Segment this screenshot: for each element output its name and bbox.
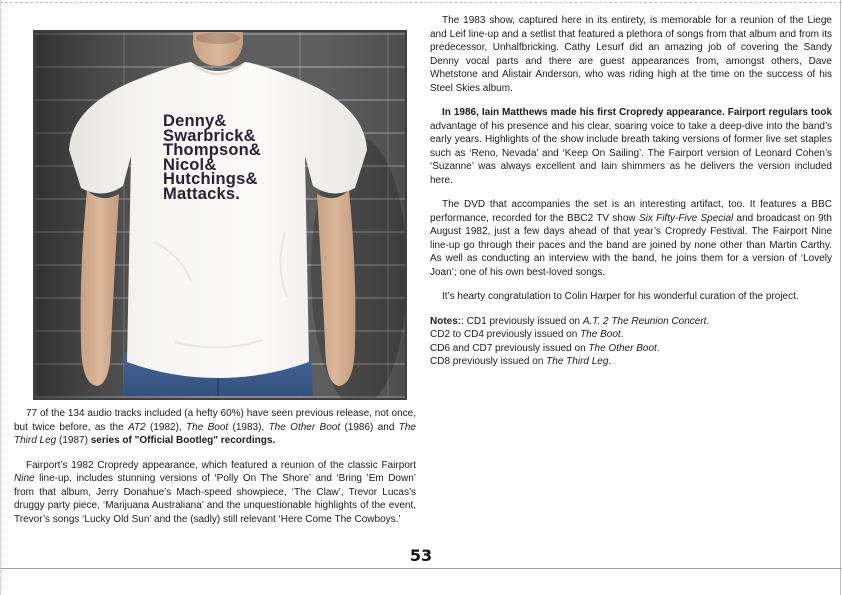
paragraph-1986-iain-matthews: In 1986, Iain Matthews made his first Cropredy appearance. Fairport regulars took advantage of his presence and his clear, soaring voice to take a deep-dive into the band’s early years. Highlights of the show include breath taking versions of former live set staples such as ‘Reno, Nevada’ and ‘Keep On Sailing’. The Fairport version of Leonard Cohen’s ‘Suzanne’ was always excellent and Iain shimmers as he delivers the version included here.	[430, 107, 832, 186]
tshirt-print-line: Swarbrick&	[163, 126, 256, 145]
note-line-cd8: CD8 previously issued on The Third Leg.	[430, 356, 612, 367]
tshirt-print-line: Mattacks.	[163, 184, 241, 203]
left-edge-line	[0, 0, 1, 595]
notes-block	[430, 315, 832, 369]
paragraph-1983-show: The 1983 show, captured here in its entirety, is memorable for a reunion of the Liege and Leif line-up and a setlist that featured a plethora of songs from that album and from its predecessor, Unhalfbricking. Cathy Lesurf did an amazing job of covering the Sandy Denny vocal parts and there are guest appearances from, amongst others, Dave Whetstone and Alistair Anderson, who was riding high at the time on the success of his Steel Skies album.	[430, 15, 832, 94]
tshirt-print-line: Hutchings&	[163, 170, 258, 189]
note-line-cd1: Notes:: CD1 previously issued on A.T. 2 The Reunion Concert.	[430, 315, 710, 327]
tshirt-photo	[33, 30, 407, 400]
tshirt-print-line: Nicol&	[163, 155, 217, 174]
person-illustration	[35, 32, 405, 398]
note-line-cd2-cd4: CD2 to CD4 previously issued on The Boot.	[430, 329, 624, 340]
page-number: 53	[409, 546, 433, 565]
note-line-cd6-cd7: CD6 and CD7 previously issued on The Other Boot.	[430, 342, 660, 354]
right-edge-line	[840, 0, 841, 595]
top-rule	[0, 2, 842, 3]
paragraph-dvd-artifact: The DVD that accompanies the set is an interesting artifact, too. It features a BBC performance, recorded for the BBC2 TV show Six Fifty-Five Special and broadcast on 9th August 1982, just a few days ahead of that year’s Cropredy Festival. The Fairport Nine line-up go through their paces and the band are joined by none other than Martin Carthy. As well as conducting an interview with the band, he joins them for a version of ‘Lovely Joan’; one of his own best-loved songs.	[430, 199, 832, 278]
tshirt-print-line: Thompson&	[163, 141, 262, 160]
paragraph-audio-tracks: 77 of the 134 audio tracks included (a hefty 60%) have seen previous release, not once, but twice before, as the AT2 (1982), The Boot (1983), The Other Boot (1986) and The Third Leg (1987) series of "Official Bootleg" recordings.	[14, 408, 416, 446]
paragraph-congratulation: It’s hearty congratulation to Colin Harper for his wonderful curation of the project.	[442, 291, 799, 302]
bottom-rule	[0, 568, 842, 569]
right-column	[430, 14, 832, 369]
paragraph-1982-cropredy: Fairport’s 1982 Cropredy appearance, which featured a reunion of the classic Fairport Nine line-up, includes stunning versions of ‘Polly On The Shore’ and ‘Bring ’Em Down’ from that album, Jerry Donahue’s Mach-speed showpiece, ‘The Claw’, Trevor Lucas’s druggy party piece, ‘Marijuana Australiana’ and the unquestionable highlights of the event, Trevor’s songs ‘Lucky Old Sun’ and the (sadly) still relevant ‘Here Come The Cowboys.’	[14, 459, 416, 525]
chin-shadow	[196, 32, 240, 44]
tshirt-print	[163, 114, 261, 202]
left-arm	[81, 190, 119, 386]
tshirt-print-line: Denny&	[163, 112, 227, 130]
left-column	[14, 407, 416, 537]
